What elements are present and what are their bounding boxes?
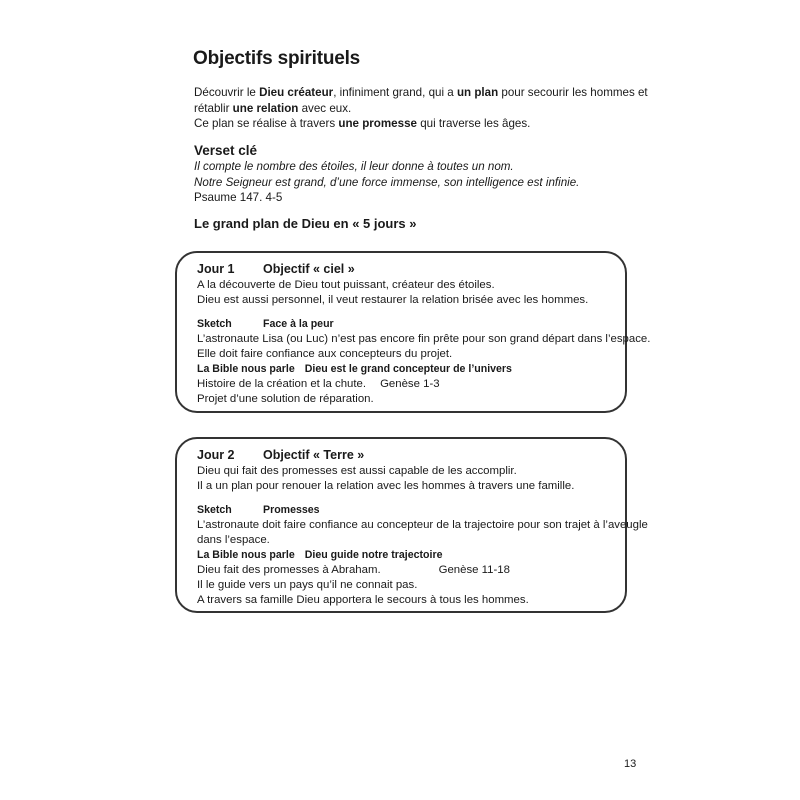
day-description: A la découverte de Dieu tout puissant, créateur des étoiles. <box>197 279 495 291</box>
sketch-text: Elle doit faire confiance aux concepteurs du projet. <box>197 348 453 360</box>
day-description: Dieu qui fait des promesses est aussi capable de les accomplir. <box>197 465 517 477</box>
day-description: Il a un plan pour renouer la relation avec les hommes à travers une famille. <box>197 480 575 492</box>
bible-reference: Genèse 11-18 <box>438 564 510 576</box>
verse-line-1: Il compte le nombre des étoiles, il leur donne à toutes un nom. <box>194 160 514 173</box>
intro-line-1: Découvrir le Dieu créateur, infiniment grand, qui a un plan pour secourir les hommes et <box>194 86 648 99</box>
bible-text: A travers sa famille Dieu apportera le secours à tous les hommes. <box>197 594 529 606</box>
plan-heading: Le grand plan de Dieu en « 5 jours » <box>194 216 417 231</box>
bible-label: La Bible nous parle <box>197 363 295 375</box>
day-objective: Objectif « ciel » <box>263 262 355 276</box>
bible-title: Dieu guide notre trajectoire <box>304 549 443 561</box>
intro-line-2: rétablir une relation avec eux. <box>194 101 352 115</box>
intro-paragraph <box>194 85 648 132</box>
day-header <box>197 447 611 464</box>
day-card-2 <box>175 437 648 613</box>
bible-reference: Genèse 1-3 <box>380 378 440 390</box>
sketch-title: Face à la peur <box>263 318 334 330</box>
day-card-1 <box>175 251 651 413</box>
sketch-text: L’astronaute Lisa (ou Luc) n’est pas encore fin prête pour son grand départ dans l’espace. <box>197 333 651 345</box>
bible-header <box>197 548 611 563</box>
verse-heading: Verset clé <box>194 143 258 158</box>
page-number: 13 <box>624 758 637 770</box>
bible-label: La Bible nous parle <box>197 549 295 561</box>
day-label: Jour 2 <box>197 448 235 462</box>
verse-line-2: Notre Seigneur est grand, d’une force immense, son intelligence est infinie. <box>194 175 580 189</box>
bible-text: Projet d’une solution de réparation. <box>197 393 374 405</box>
day-header <box>197 261 611 278</box>
sketch-header <box>197 503 611 518</box>
day-objective: Objectif « Terre » <box>263 448 365 462</box>
bible-text: Il le guide vers un pays qu’il ne connait pas. <box>197 579 418 591</box>
sketch-header <box>197 317 611 332</box>
sketch-label: Sketch <box>197 318 232 330</box>
bible-title: Dieu est le grand concepteur de l’univers <box>304 363 512 375</box>
bible-text: Histoire de la création et la chute. Genèse 1-3 <box>197 378 440 390</box>
day-description: Dieu est aussi personnel, il veut restaurer la relation brisée avec les hommes. <box>197 294 589 306</box>
sketch-text: dans l’espace. <box>197 534 270 546</box>
intro-line-3: Ce plan se réalise à travers une promesse qui traverse les âges. <box>194 117 531 130</box>
sketch-label: Sketch <box>197 504 232 516</box>
sketch-title: Promesses <box>263 504 320 516</box>
day-label: Jour 1 <box>197 262 235 276</box>
bible-text: Dieu fait des promesses à Abraham. Genèse 11-18 <box>197 564 510 576</box>
page-title: Objectifs spirituels <box>193 48 361 69</box>
sketch-text: L’astronaute doit faire confiance au concepteur de la trajectoire pour son trajet à l’aveugle <box>197 519 648 531</box>
verse-block <box>194 159 634 206</box>
verse-reference: Psaume 147. 4-5 <box>194 191 283 204</box>
bible-header <box>197 362 611 377</box>
